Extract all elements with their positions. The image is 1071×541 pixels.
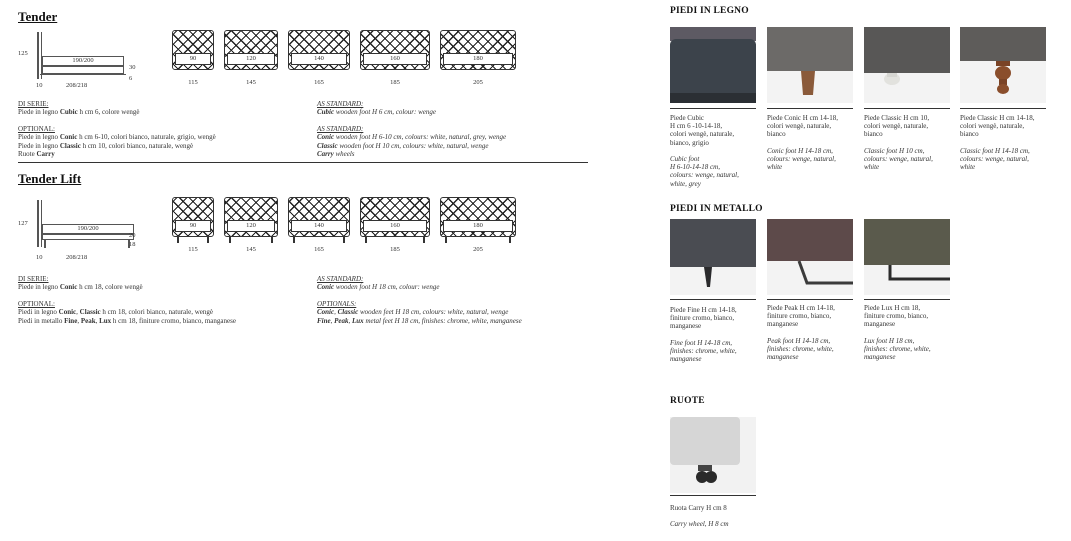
leg	[177, 237, 179, 243]
leg	[509, 237, 511, 243]
optional-heading: OPTIONAL:	[18, 299, 55, 308]
standard-line: Cubic wooden foot H 6 cm, colour: wenge	[317, 108, 436, 117]
length-label: 208/218	[66, 254, 88, 261]
lift-side-view	[18, 192, 148, 264]
inner-width-label: 180	[443, 53, 513, 65]
inner-width-label: 180	[443, 220, 513, 232]
lift-spec-it	[18, 275, 288, 325]
outer-width-label: 205	[473, 79, 483, 86]
fine-caption-en: Fine foot H 14-18 cm, finishes: chrome, white, manganese	[670, 339, 737, 364]
standard-line: Conic wooden foot H 18 cm, colour: wenge	[317, 283, 440, 292]
leg	[271, 237, 273, 243]
wheels-title: RUOTE	[670, 396, 705, 406]
tender-title: Tender	[18, 9, 58, 24]
serie-line: Piede in legno Cubic h cm 6, colore wengè	[18, 108, 140, 117]
inner-width-label: 140	[291, 53, 347, 65]
peak-caption-it: Piede Peak H cm 14-18, finiture cromo, bianco, manganese	[767, 304, 835, 329]
mattress-length-label: 190/200	[42, 224, 134, 234]
optional-line: Piedi in legno Conic, Classic h cm 18, colori bianco, naturale, wengè	[18, 308, 213, 317]
bed-size-120	[224, 30, 278, 88]
inner-width-label: 120	[227, 220, 275, 232]
cubic-caption-en: Cubic foot H 6-10-14-18 cm, colours: wenge, natural, white, grey	[670, 155, 739, 188]
outer-width-label: 205	[473, 246, 483, 253]
bed-size-180	[440, 197, 516, 255]
optional-line: Ruote Carry	[18, 150, 55, 159]
outer-width-label: 185	[390, 246, 400, 253]
frame-height-label: 30	[129, 64, 136, 71]
conic-caption-it: Piede Conic H cm 14-18, colori wengè, naturale, bianco	[767, 114, 838, 139]
classic-foot-14-photo	[960, 27, 1046, 103]
bed-size-90	[172, 30, 214, 88]
foot-height-label: 6	[129, 75, 133, 82]
outer-width-label: 185	[390, 79, 400, 86]
classic10-caption-en: Classic foot H 10 cm, colours: wenge, natural, white	[864, 147, 933, 172]
leg	[293, 237, 295, 243]
bed-size-120	[224, 197, 278, 255]
optional-heading: OPTIONAL:	[18, 124, 55, 133]
height-total-label: 125	[18, 50, 28, 57]
leg	[207, 237, 209, 243]
optional-line: Carry wheels	[317, 150, 355, 159]
as-standard-heading: AS STANDARD:	[317, 100, 364, 108]
optional-line: Piedi in metallo Fine, Peak, Lux h cm 18, finiture cromo, bianco, manganese	[18, 316, 236, 325]
inner-width-label: 90	[175, 53, 211, 65]
outer-width-label: 145	[246, 246, 256, 253]
inner-width-label: 160	[363, 53, 427, 65]
section-divider	[18, 162, 588, 163]
inner-width-label: 160	[363, 220, 427, 232]
frame-height-label: 20	[129, 232, 136, 239]
optional-line: Piede in legno Conic h cm 6-10, colori bianco, naturale, grigio, wengè	[18, 133, 216, 142]
wood-feet-title: PIEDI IN LEGNO	[670, 6, 749, 16]
lux-caption-it: Piede Lux H cm 18, finiture cromo, bianco, manganese	[864, 304, 929, 329]
outer-width-label: 115	[188, 79, 198, 86]
length-label: 208/218	[66, 82, 88, 89]
as-standard-heading: AS STANDARD:	[317, 275, 364, 283]
height-total-label: 127	[18, 220, 28, 227]
classic14-caption-it: Piede Classic H cm 14-18, colori wengè, naturale, bianco	[960, 114, 1035, 139]
lift-spec-en	[317, 275, 587, 325]
offset-label: 10	[36, 254, 43, 261]
cubic-foot-photo	[670, 27, 756, 103]
carry-wheel-photo	[670, 417, 756, 493]
classic-foot-10-photo	[864, 27, 950, 103]
tender-spec-en	[317, 100, 587, 158]
fine-caption-it: Piede Fine H cm 14-18, finiture cromo, bianco, manganese	[670, 306, 737, 331]
classic14-caption-en: Classic foot H 14-18 cm, colours: wenge, natural, white	[960, 147, 1030, 172]
outer-width-label: 165	[314, 79, 324, 86]
conic-foot-photo	[767, 27, 853, 103]
classic10-caption-it: Piede Classic H cm 10, colori wengè, naturale, bianco	[864, 114, 930, 139]
inner-width-label: 140	[291, 220, 347, 232]
bed-size-140	[288, 197, 350, 255]
wheel-caption-it: Ruota Carry H cm 8	[670, 504, 727, 512]
mattress-length-label: 190/200	[42, 56, 124, 66]
optionals-heading: OPTIONALS:	[317, 299, 357, 308]
bed-size-160	[360, 197, 430, 255]
lux-foot-photo	[864, 219, 950, 295]
inner-width-label: 90	[175, 220, 211, 232]
tender-side-view	[18, 28, 148, 100]
foot-height-label: 18	[129, 241, 136, 248]
outer-width-label: 145	[246, 79, 256, 86]
inner-width-label: 120	[227, 53, 275, 65]
di-serie-heading: DI SERIE:	[18, 275, 49, 283]
leg	[343, 237, 345, 243]
leg	[365, 237, 367, 243]
tender-lift-title: Tender Lift	[18, 171, 82, 186]
metal-feet-title: PIEDI IN METALLO	[670, 204, 763, 214]
peak-foot-photo	[767, 219, 853, 295]
conic-caption-en: Conic foot H 14-18 cm, colours: wenge, natural, white	[767, 147, 836, 172]
leg	[445, 237, 447, 243]
outer-width-label: 115	[188, 246, 198, 253]
leg	[229, 237, 231, 243]
optional-line: Classic wooden foot H 10 cm, colours: white, natural, wenge	[317, 141, 489, 150]
bed-size-90	[172, 197, 214, 255]
peak-caption-en: Peak foot H 14-18 cm, finishes: chrome, white, manganese	[767, 337, 834, 362]
serie-line: Piede in legno Conic h cm 18, colore wengè	[18, 283, 143, 292]
di-serie-heading: DI SERIE:	[18, 100, 49, 108]
leg	[423, 237, 425, 243]
optional-line: Conic, Classic wooden feet H 18 cm, colours: white, natural, wenge	[317, 308, 509, 317]
lux-caption-en: Lux foot H 18 cm, finishes: chrome, white, manganese	[864, 337, 931, 362]
optional-line: Fine, Peak, Lux metal feet H 18 cm, finishes: chrome, white, manganese	[317, 316, 522, 325]
optionals-heading: AS STANDARD:	[317, 124, 364, 133]
bed-size-180	[440, 30, 516, 88]
bed-size-140	[288, 30, 350, 88]
bed-size-160	[360, 30, 430, 88]
tender-spec-it	[18, 100, 288, 158]
cubic-caption-it: Piede Cubic H cm 6 -10-14-18, colori wengè, naturale, bianco, grigio	[670, 114, 735, 147]
optional-line: Conic wooden foot H 6-10 cm, colours: white, natural, grey, wenge	[317, 133, 507, 142]
outer-width-label: 165	[314, 246, 324, 253]
fine-foot-photo	[670, 219, 756, 295]
wheel-caption-en: Carry wheel, H 8 cm	[670, 520, 729, 528]
optional-line: Piede in legno Classic h cm 10, colori bianco, naturale, wengè	[18, 141, 194, 150]
offset-label: 10	[36, 82, 43, 89]
